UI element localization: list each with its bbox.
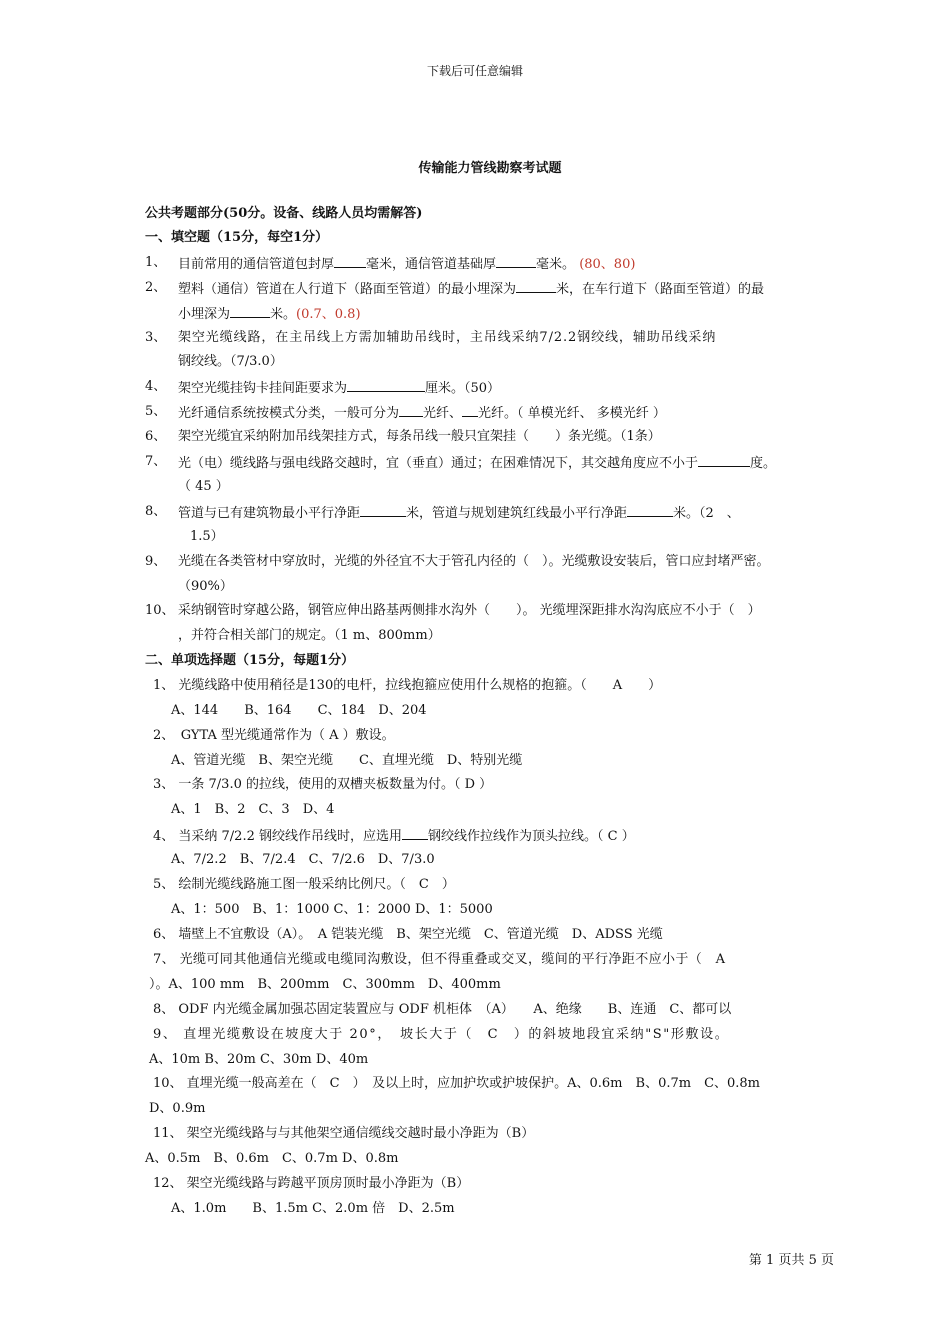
choice-options-10: D、0.9m xyxy=(149,1101,206,1116)
question-text: 架空光缆宜采纳附加吊线架挂方式，每条吊线一般只宜架挂（ ）条光缆。（1条） xyxy=(178,429,661,444)
choice-options-3: A、1 B、2 C、3 D、4 xyxy=(171,802,335,817)
question-text: 光（电）缆线路与强电线路交越时，宜（垂直）通过；在困难情况下，其交越角度应不小于 xyxy=(178,456,699,471)
question-number: 7、 xyxy=(145,454,167,469)
choice-question-10: 10、 直埋光缆一般高差在（ C ） 及以上时，应加护坎或护坡保护。A、0.6m B、0.7m C、0.8m xyxy=(153,1076,761,1091)
question-text: 管道与已有建筑物最小平行净距 xyxy=(178,506,361,521)
choice-options-7: ）。A、100 mm B、200mm C、300mm D、400mm xyxy=(149,977,501,992)
question-4 xyxy=(145,379,501,396)
answer-text: (80、80) xyxy=(579,257,636,272)
blank xyxy=(347,379,425,392)
question-text: 米，在车行道下（路面至管道）的最 xyxy=(556,282,765,297)
blank xyxy=(698,454,750,467)
question-2-cont xyxy=(178,305,361,323)
blank xyxy=(399,404,423,417)
choice-options-1: A、144 B、164 C、184 D、204 xyxy=(171,703,427,718)
question-6 xyxy=(145,429,661,445)
choice-question-11: 11、 架空光缆线路与与其他架空通信缆线交越时最小净距为（B） xyxy=(153,1126,535,1141)
question-number: 2、 xyxy=(145,280,167,295)
choice-options-5: A、1：500 B、1：1000 C、1：2000 D、1：5000 xyxy=(171,902,493,917)
question-7-cont: （ 45 ） xyxy=(178,479,229,494)
blank xyxy=(516,280,556,293)
question-3-cont: 钢绞线。（7/3.0） xyxy=(178,354,283,369)
question-text: 4、 当采纳 7/2.2 钢绞线作吊线时，应选用 xyxy=(153,829,402,844)
question-text: 目前常用的通信管道包封厚 xyxy=(178,257,335,272)
question-number: 1、 xyxy=(145,255,167,270)
intro-heading: 公共考题部分(50分。设备、线路人员均需解答) xyxy=(145,206,423,221)
question-text: 毫米，通信管道基础厚 xyxy=(366,257,497,272)
question-text: 米。（2 、 xyxy=(673,506,740,521)
question-text: 毫米。 xyxy=(536,257,576,272)
blank xyxy=(334,255,366,268)
choice-question-9: 9、 直埋光缆敷设在坡度大于 20°， 坡长大于（ C ）的斜坡地段宜采纳"S"形敷设。 xyxy=(153,1027,730,1042)
choice-options-11: A、0.5m B、0.6m C、0.7m D、0.8m xyxy=(145,1151,399,1166)
choice-question-3: 3、 一条 7/3.0 的拉线，使用的双槽夹板数量为付。（ D ） xyxy=(153,777,493,792)
blank xyxy=(627,504,673,517)
question-text: 架空光缆线路，在主吊线上方需加辅助吊线时，主吊线采纳7/2.2钢绞线，辅助吊线采纳 xyxy=(178,330,717,345)
question-text: 钢绞线作拉线作为顶头拉线。（ C ） xyxy=(428,829,635,844)
question-number: 8、 xyxy=(145,504,167,519)
question-text: 塑料（通信）管道在人行道下（路面至管道）的最小埋深为 xyxy=(178,282,517,297)
choice-question-1: 1、 光缆线路中使用稍径是130的电杆，拉线抱箍应使用什么规格的抱箍。（ A ） xyxy=(153,678,662,693)
choice-options-2: A、管道光缆 B、架空光缆 C、直埋光缆 D、特别光缆 xyxy=(171,753,523,768)
choice-question-8: 8、 ODF 内光缆金属加强芯固定装置应与 ODF 机柜体 （A） A、绝缘 B、连通 C、都可以 xyxy=(153,1002,732,1017)
question-7 xyxy=(145,454,777,471)
question-text: 采纳钢管时穿越公路，钢管应伸出路基两侧排水沟外（ ）。 光缆埋深距排水沟沟底应不小于（ ） xyxy=(178,603,761,618)
answer-text: (0.7、0.8) xyxy=(296,307,361,322)
section-heading-choice: 二、单项选择题（15分，每题1分） xyxy=(145,653,355,668)
question-number: 4、 xyxy=(145,379,167,394)
question-9 xyxy=(145,554,770,570)
choice-question-12: 12、 架空光缆线路与跨越平顶房顶时最小净距为（B） xyxy=(153,1176,470,1191)
choice-options-12: A、1.0m B、1.5m C、2.0m 倍 D、2.5m xyxy=(171,1201,455,1216)
question-text: 光纤、 xyxy=(423,406,463,421)
question-text: 米。 xyxy=(270,307,297,322)
question-3 xyxy=(145,330,717,346)
question-number: 6、 xyxy=(145,429,167,444)
blank xyxy=(402,827,428,840)
question-8 xyxy=(145,504,740,521)
question-number: 5、 xyxy=(145,404,167,419)
question-text: 光缆在各类管材中穿放时，光缆的外径宜不大于管孔内径的（ ）。光缆敷设安装后，管口应封堵严密。 xyxy=(178,554,770,569)
choice-question-2: 2、 GYTA 型光缆通常作为（ A ）敷设。 xyxy=(153,728,395,743)
choice-options-4: A、7/2.2 B、7/2.4 C、7/2.6 D、7/3.0 xyxy=(171,852,435,867)
question-text: 米，管道与规划建筑红线最小平行净距 xyxy=(406,506,628,521)
question-10-cont: ，并符合相关部门的规定。（1 m、800mm） xyxy=(178,628,441,643)
document-title: 传输能力管线勘察考试题 xyxy=(418,161,562,176)
question-9-cont: （90%） xyxy=(178,579,233,594)
question-text: 小埋深为 xyxy=(178,307,231,322)
blank xyxy=(360,504,406,517)
question-text: 光纤。（ 单模光纤、 多模光纤 ） xyxy=(478,406,666,421)
page-footer: 第 1 页共 5 页 xyxy=(748,1253,834,1268)
question-number: 9、 xyxy=(145,554,167,569)
blank xyxy=(496,255,536,268)
page-header: 下载后可任意编辑 xyxy=(426,64,523,78)
choice-question-7: 7、 光缆可同其他通信光缆或电缆同沟敷设，但不得重叠或交叉，缆间的平行净距不应小于（ A xyxy=(153,952,726,967)
question-5 xyxy=(145,404,666,421)
question-text: 厘米。（50） xyxy=(425,381,501,396)
choice-options-9: A、10m B、20m C、30m D、40m xyxy=(149,1052,369,1067)
blank xyxy=(462,404,478,417)
section-heading-fill-in: 一、填空题（15分，每空1分） xyxy=(145,230,329,245)
blank xyxy=(230,305,270,318)
choice-question-6: 6、 墙壁上不宜敷设（A）。 A 铠装光缆 B、架空光缆 C、管道光缆 D、ADSS 光缆 xyxy=(153,927,663,942)
choice-question-4 xyxy=(153,827,635,845)
question-text: 光纤通信系统按模式分类，一般可分为 xyxy=(178,406,400,421)
question-8-cont: 1.5） xyxy=(190,529,224,544)
question-1 xyxy=(145,255,636,272)
question-number: 10、 xyxy=(145,603,175,618)
question-10 xyxy=(145,603,761,619)
question-2 xyxy=(145,280,765,297)
choice-question-5: 5、 绘制光缆线路施工图一般采纳比例尺。（ C ） xyxy=(153,877,455,892)
question-text: 度。 xyxy=(750,456,777,471)
question-number: 3、 xyxy=(145,330,167,345)
question-text: 架空光缆挂钩卡挂间距要求为 xyxy=(178,381,348,396)
